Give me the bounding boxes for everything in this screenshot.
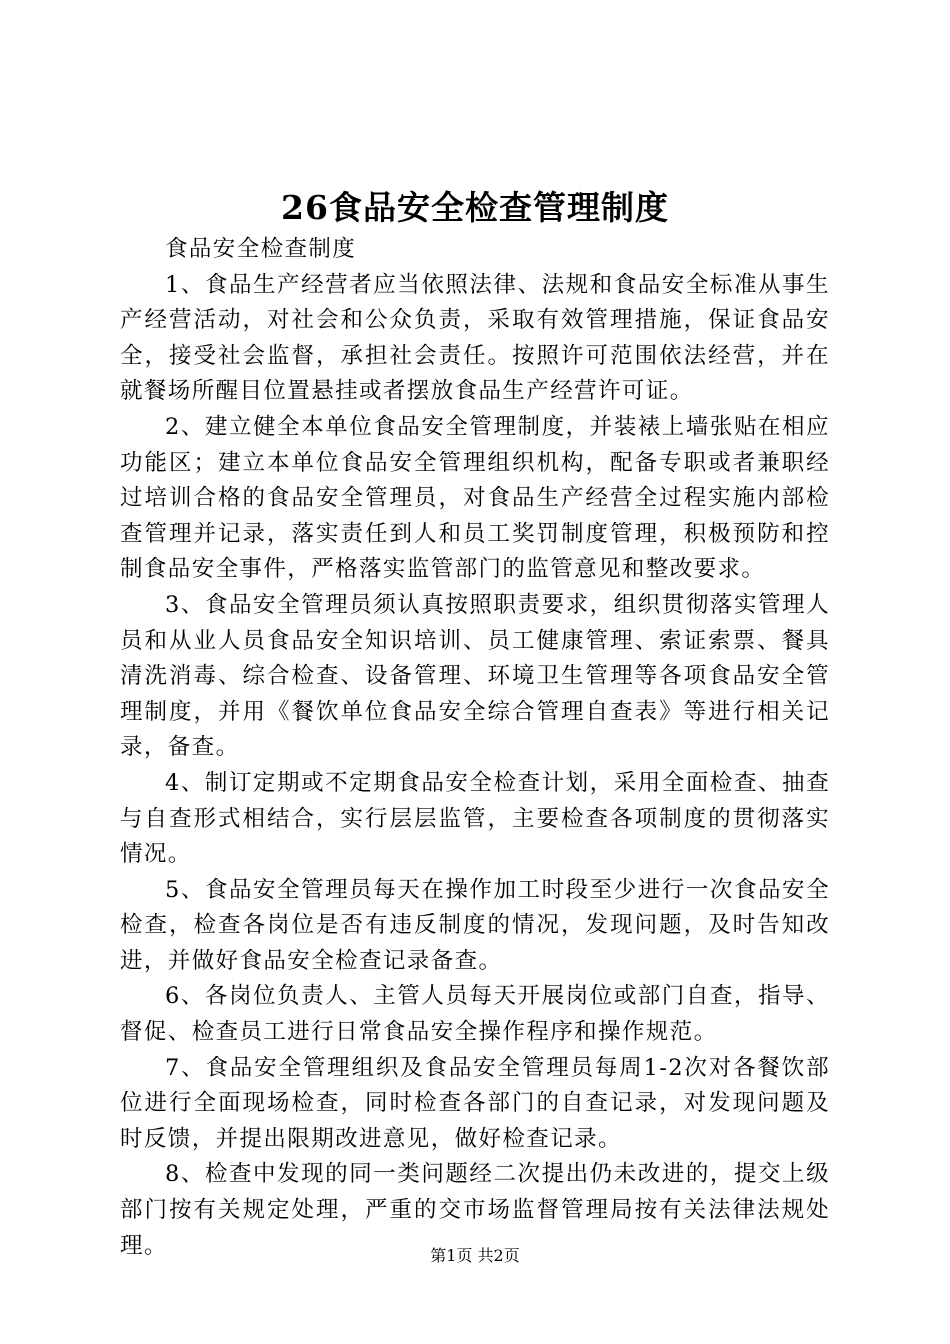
document-subtitle: 食品安全检查制度 <box>165 236 357 262</box>
paragraph-1: 1、食品生产经营者应当依照法律、法规和食品安全标准从事生产经营活动，对社会和公众负责，采取有效管理措施，保证食品安全，接受社会监督，承担社会责任。按照许可范围依法经营，并在就餐场所醒目位置悬挂或者摆放食品生产经营许可证。 <box>120 271 830 405</box>
paragraph-7: 7、食品安全管理组织及食品安全管理员每周1-2次对各餐饮部位进行全面现场检查，同时检查各部门的自查记录，对发现问题及时反馈，并提出限期改进意见，做好检查记录。 <box>120 1054 830 1152</box>
page-number-footer: 第1页 共2页 <box>430 1246 520 1265</box>
document-body <box>120 232 830 1264</box>
paragraph-4: 4、制订定期或不定期食品安全检查计划，采用全面检查、抽查与自查形式相结合，实行层层监管，主要检查各项制度的贯彻落实情况。 <box>120 769 830 868</box>
paragraph-5: 5、食品安全管理员每天在操作加工时段至少进行一次食品安全检查，检查各岗位是否有违反制度的情况，发现问题，及时告知改进，并做好食品安全检查记录备查。 <box>120 876 830 974</box>
paragraph-8: 8、检查中发现的同一类问题经二次提出仍未改进的，提交上级部门按有关规定处理，严重的交市场监督管理局按有关法律法规处理。 <box>120 1161 830 1259</box>
paragraph-3: 3、食品安全管理员须认真按照职责要求，组织贯彻落实管理人员和从业人员食品安全知识培训、员工健康管理、索证索票、餐具清洗消毒、综合检查、设备管理、环境卫生管理等各项食品安全管理制度，并用《餐饮单位食品安全综合管理自查表》等进行相关记录，备查。 <box>120 591 830 761</box>
paragraph-6: 6、各岗位负责人、主管人员每天开展岗位或部门自查，指导、督促、检查员工进行日常食品安全操作程序和操作规范。 <box>120 983 830 1046</box>
paragraph-2: 2、建立健全本单位食品安全管理制度，并装裱上墙张贴在相应功能区；建立本单位食品安全管理组织机构，配备专职或者兼职经过培训合格的食品安全管理员，对食品生产经营全过程实施内部检查管理并记录，落实责任到人和员工奖罚制度管理，积极预防和控制食品安全事件，严格落实监管部门的监管意见和整改要求。 <box>120 413 830 583</box>
document-title: 26食品安全检查管理制度 <box>281 188 669 227</box>
